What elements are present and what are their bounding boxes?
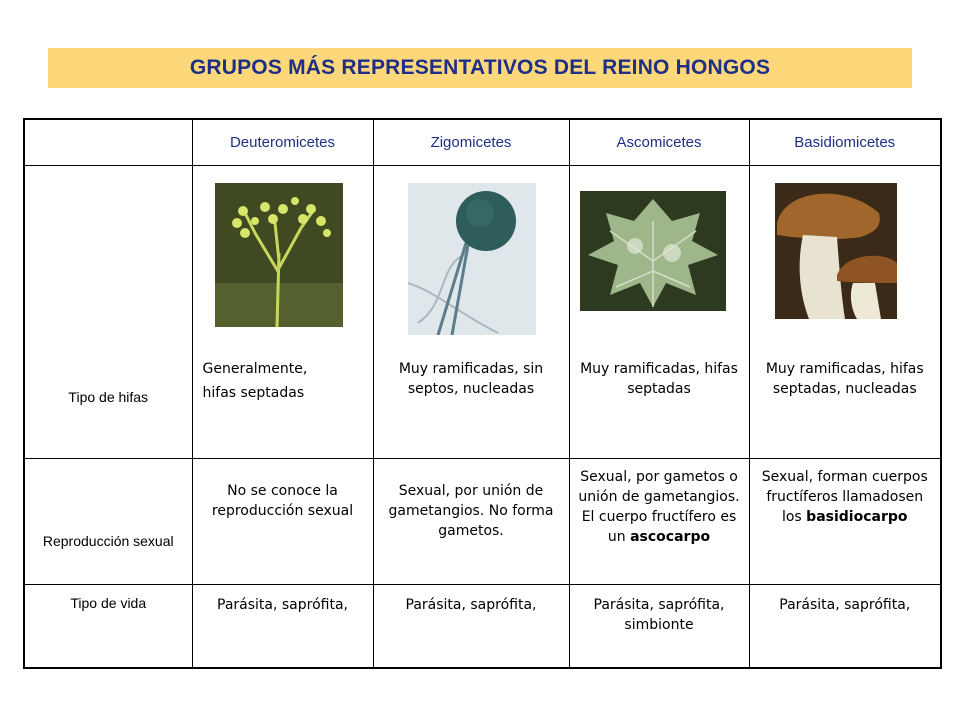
column-header-deuteromicetes: Deuteromicetes [192, 119, 373, 165]
cell-vida-basidiomicetes: Parásita, saprófita, [749, 584, 941, 668]
boletus-mushroom-icon [775, 183, 897, 319]
cell-hifas-deuteromicetes [192, 165, 373, 458]
row-tipo-de-vida [24, 584, 941, 668]
hifas-zigomicetes-text: Muy ramificadas, sin septos, nucleadas [398, 360, 544, 397]
corner-cell [24, 119, 192, 165]
cell-repro-zigomicetes: Sexual, por unión de gametangios. No forma gametos. [373, 458, 569, 584]
hifas-basidiomicetes-text: Muy ramificadas, hifas septadas, nucleadas [765, 360, 924, 397]
cell-hifas-zigomicetes [373, 165, 569, 458]
column-header-ascomicetes: Ascomicetes [569, 119, 749, 165]
row-reproduccion-sexual [24, 458, 941, 584]
cell-vida-zigomicetes: Parásita, saprófita, [373, 584, 569, 668]
ascocarpo-term: ascocarpo [630, 528, 711, 545]
powdery-mildew-leaf-icon [580, 191, 726, 311]
cell-repro-basidiomicetes: Sexual, forman cuerpos fructíferos llamadosen los basidiocarpo [749, 458, 941, 584]
rhizopus-sporangium-icon [408, 183, 536, 335]
cell-repro-ascomicetes: Sexual, por gametos o unión de gametangios. El cuerpo fructífero es un ascocarpo [569, 458, 749, 584]
hifas-deuteromicetes-text: Generalmente, hifas septadas [202, 360, 308, 401]
cell-hifas-basidiomicetes [749, 165, 941, 458]
column-header-zigomicetes: Zigomicetes [373, 119, 569, 165]
row-label-vida: Tipo de vida [24, 584, 192, 668]
page-title: GRUPOS MÁS REPRESENTATIVOS DEL REINO HONGOS [189, 56, 771, 79]
column-header-basidiomicetes: Basidiomicetes [749, 119, 941, 165]
basidiocarpo-term: basidiocarpo [806, 508, 908, 525]
header-row [24, 119, 941, 165]
cell-hifas-ascomicetes [569, 165, 749, 458]
hifas-ascomicetes-text: Muy ramificadas, hifas septadas [580, 360, 738, 397]
fungi-table [23, 118, 942, 669]
title-banner [48, 48, 912, 88]
cell-vida-ascomicetes: Parásita, saprófita, simbionte [569, 584, 749, 668]
cell-vida-deuteromicetes: Parásita, saprófita, [192, 584, 373, 668]
penicillium-micrograph-icon [215, 183, 343, 327]
row-label-hifas: Tipo de hifas [24, 165, 192, 458]
row-label-reproduccion: Reproducción sexual [24, 458, 192, 584]
row-tipo-de-hifas [24, 165, 941, 458]
cell-repro-deuteromicetes: No se conoce la reproducción sexual [192, 458, 373, 584]
